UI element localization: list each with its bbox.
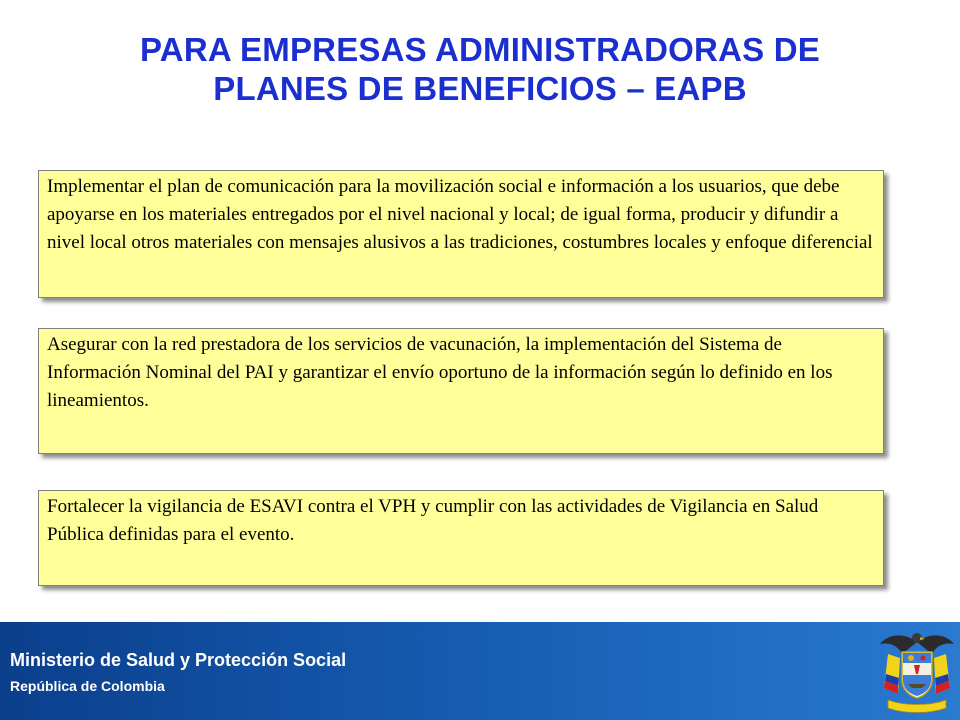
text-box-information-system-text: Asegurar con la red prestadora de los servicios de vacunación, la implementación del Sistema de Información Nominal del PAI y garantizar el envío oportuno de la información según lo definido en los lineamientos. (47, 334, 833, 411)
ministry-name: Ministerio de Salud y Protección Social (10, 650, 347, 670)
text-box-esavi-surveillance-text: Fortalecer la vigilancia de ESAVI contra el VPH y cumplir con las actividades de Vigilancia en Salud Pública definidas para el evento. (47, 496, 819, 545)
page-title (0, 30, 960, 108)
colombia-coat-of-arms-icon (874, 624, 960, 720)
footer-bar (0, 622, 960, 720)
republic-name: República de Colombia (10, 678, 165, 694)
text-box-information-system (38, 328, 884, 454)
text-box-esavi-surveillance (38, 490, 884, 586)
page-title-line-2: PLANES DE BENEFICIOS – EAPB (213, 70, 747, 107)
page-title-line-1: PARA EMPRESAS ADMINISTRADORAS DE (140, 31, 820, 68)
text-box-communication-plan-text: Implementar el plan de comunicación para la movilización social e información a los usuarios, que debe apoyarse en los materiales entregados por el nivel nacional y local; de igual forma, producir y difundir a nivel local otros materiales con mensajes alusivos a las tradiciones, costumbres locales y enfoque diferencial (47, 176, 873, 253)
text-box-communication-plan (38, 170, 884, 298)
